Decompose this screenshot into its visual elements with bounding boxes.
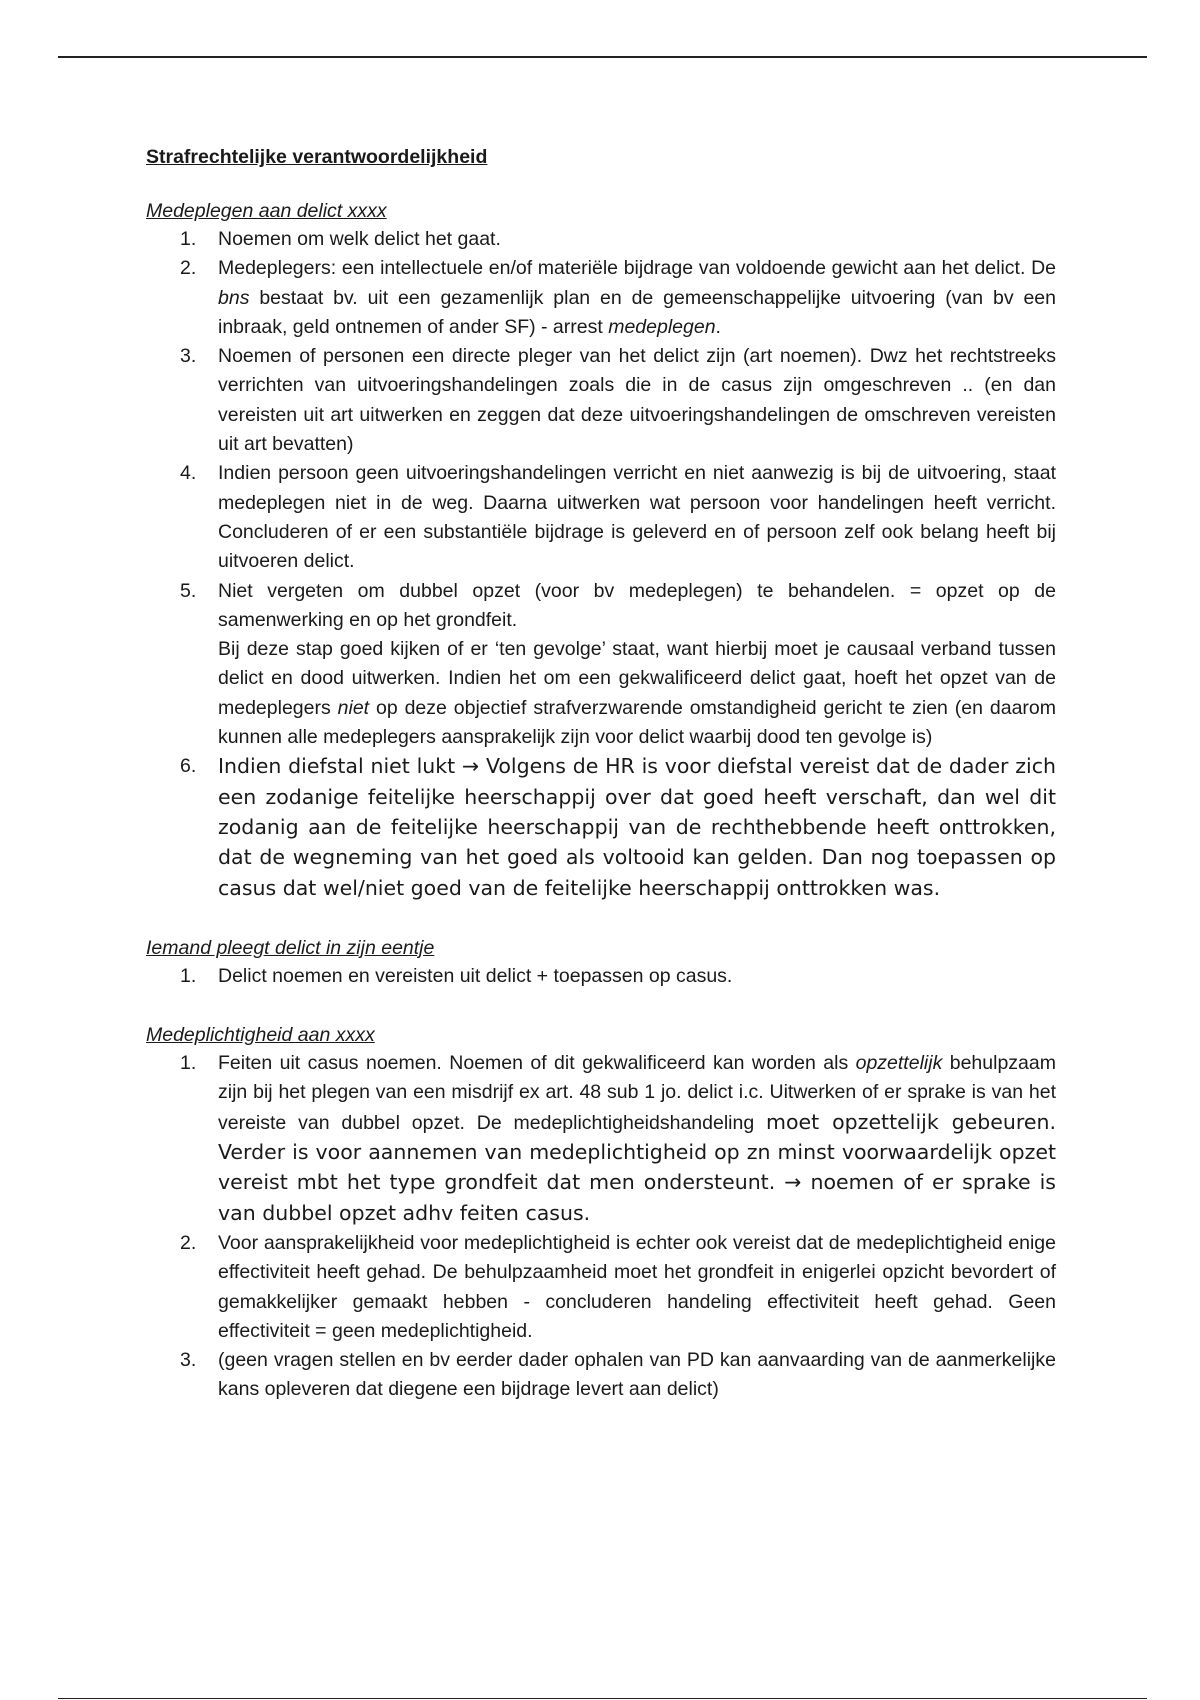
list-item	[146, 1346, 1056, 1405]
list-eentje	[146, 962, 1056, 991]
item-text: (geen vragen stellen en bv eerder dader ophalen van PD kan aanvaarding van de aanmerkelijke kans opleveren dat diegene een bijdrage levert aan delict)	[218, 1349, 1056, 1401]
list-item	[146, 577, 1056, 753]
item-text: .	[715, 315, 721, 338]
list-medeplegen	[146, 225, 1056, 904]
item-number: 5.	[180, 579, 197, 602]
item-text: Medeplegers: een intellectuele en/of materiële bijdrage van voldoende gewicht aan het delict. De	[218, 257, 1056, 280]
section-heading-medeplegen: Medeplegen aan delict xxxx	[146, 200, 387, 222]
list-item	[146, 1229, 1056, 1346]
list-item	[146, 342, 1056, 459]
item-paragraph: Niet vergeten om dubbel opzet (voor bv medeplegen) te behandelen. = opzet op de samenwerking en op het grondfeit.	[218, 579, 1056, 631]
list-medeplichtigheid	[146, 1049, 1056, 1405]
item-text: op deze objectief strafverzwarende omstandigheid gericht te zien (en daarom kunnen alle medeplegers aansprakelijk zijn voor delict waarbij dood ten gevolge is)	[218, 696, 1056, 749]
document-body	[146, 143, 1056, 1405]
footer-rule	[58, 1698, 1147, 1699]
item-text: Voor aansprakelijkheid voor medeplichtigheid is echter ook vereist dat de medeplichtigheid enige effectiviteit heeft gehad. De behulpzaamheid moet het grondfeit in enigerlei opzicht bevordert of gemakkelijker gemaakt hebben - concluderen handeling effectiviteit heeft gehad. Geen effectiviteit = geen medeplichtigheid.	[218, 1231, 1056, 1342]
item-text-italic: bns	[218, 286, 250, 309]
item-text: Noemen of personen een directe pleger van het delict zijn (art noemen). Dwz het rechtstreeks verrichten van uitvoeringshandelingen zoals die in de casus zijn omgeschreven .. (en dan vereisten uit art uitwerken en zeggen dat deze uitvoeringshandelingen de omschreven vereisten uit art bevatten)	[218, 345, 1056, 456]
item-number: 1.	[180, 964, 197, 987]
item-text: Noemen om welk delict het gaat.	[218, 228, 501, 250]
item-text: Indien diefstal niet lukt → Volgens de HR is voor diefstal vereist dat de dader zich een zodanige feitelijke heerschappij over dat goed heeft verschaft, dan wel dit zodanig aan de feitelijke heerschappij van de rechthebbende heeft onttrokken, dat de wegneming van het goed als voltooid kan gelden. Dan nog toepassen op casus dat wel/niet goed van de feitelijke heerschappij onttrokken was.	[218, 754, 1056, 900]
item-number: 4.	[180, 462, 197, 485]
item-paragraph	[218, 635, 1056, 752]
item-text-italic: niet	[337, 696, 370, 719]
list-item	[146, 1049, 1056, 1229]
item-text: Indien persoon geen uitvoeringshandelingen verricht en niet aanwezig is bij de uitvoering, staat medeplegen niet in de weg. Daarna uitwerken wat persoon voor handelingen heeft verricht. Concluderen of er een substantiële bijdrage is geleverd en of persoon zelf ook belang heeft bij uitvoeren delict.	[218, 462, 1056, 573]
list-item	[146, 962, 1056, 991]
item-number: 1.	[180, 228, 197, 250]
item-text: moet opzettelijk gebeuren. Verder is voor aannemen van medeplichtigheid op zn minst voorwaardelijk opzet vereist mbt het type grondfeit dat men ondersteunt. → noemen of er sprake is van dubbel opzet adhv feiten casus.	[218, 1109, 1056, 1225]
section-heading-eentje: Iemand pleegt delict in zijn eentje	[146, 936, 435, 959]
header-rule	[58, 56, 1147, 58]
list-item	[146, 752, 1056, 903]
list-item	[146, 225, 1056, 254]
document-title: Strafrechtelijke verantwoordelijkheid	[146, 146, 488, 168]
item-number: 3.	[180, 1349, 197, 1372]
item-text-italic: medeplegen	[608, 315, 716, 338]
item-text: Feiten uit casus noemen. Noemen of dit gekwalificeerd kan worden als	[218, 1052, 856, 1075]
item-text: Delict noemen en vereisten uit delict + toepassen op casus.	[218, 964, 733, 987]
item-number: 6.	[180, 755, 197, 778]
item-number: 1.	[180, 1052, 197, 1075]
item-text: bestaat bv. uit een gezamenlijk plan en de gemeenschappelijke uitvoering (van bv een inbraak, geld ontnemen of ander SF) - arrest	[218, 286, 1056, 338]
item-text-italic: opzettelijk	[855, 1052, 943, 1075]
list-item	[146, 254, 1056, 342]
item-text: Bij deze stap goed kijken of er ‘ten gevolge’ staat, want hierbij moet je causaal verband tussen delict en dood uitwerken. Indien het om een gekwalificeerd delict gaat, hoeft het opzet van de medeplegers	[218, 638, 1056, 719]
item-number: 2.	[180, 1231, 197, 1254]
section-heading-medeplichtigheid: Medeplichtigheid aan xxxx	[146, 1024, 375, 1047]
item-number: 3.	[180, 345, 197, 368]
item-number: 2.	[180, 257, 197, 280]
list-item	[146, 459, 1056, 576]
item-text: behulpzaam zijn bij het plegen van een misdrijf ex art. 48 sub 1 jo. delict i.c. Uitwerken of er sprake is van het vereiste van dubbel opzet. De medeplichtigheidshandeling	[218, 1052, 1056, 1134]
